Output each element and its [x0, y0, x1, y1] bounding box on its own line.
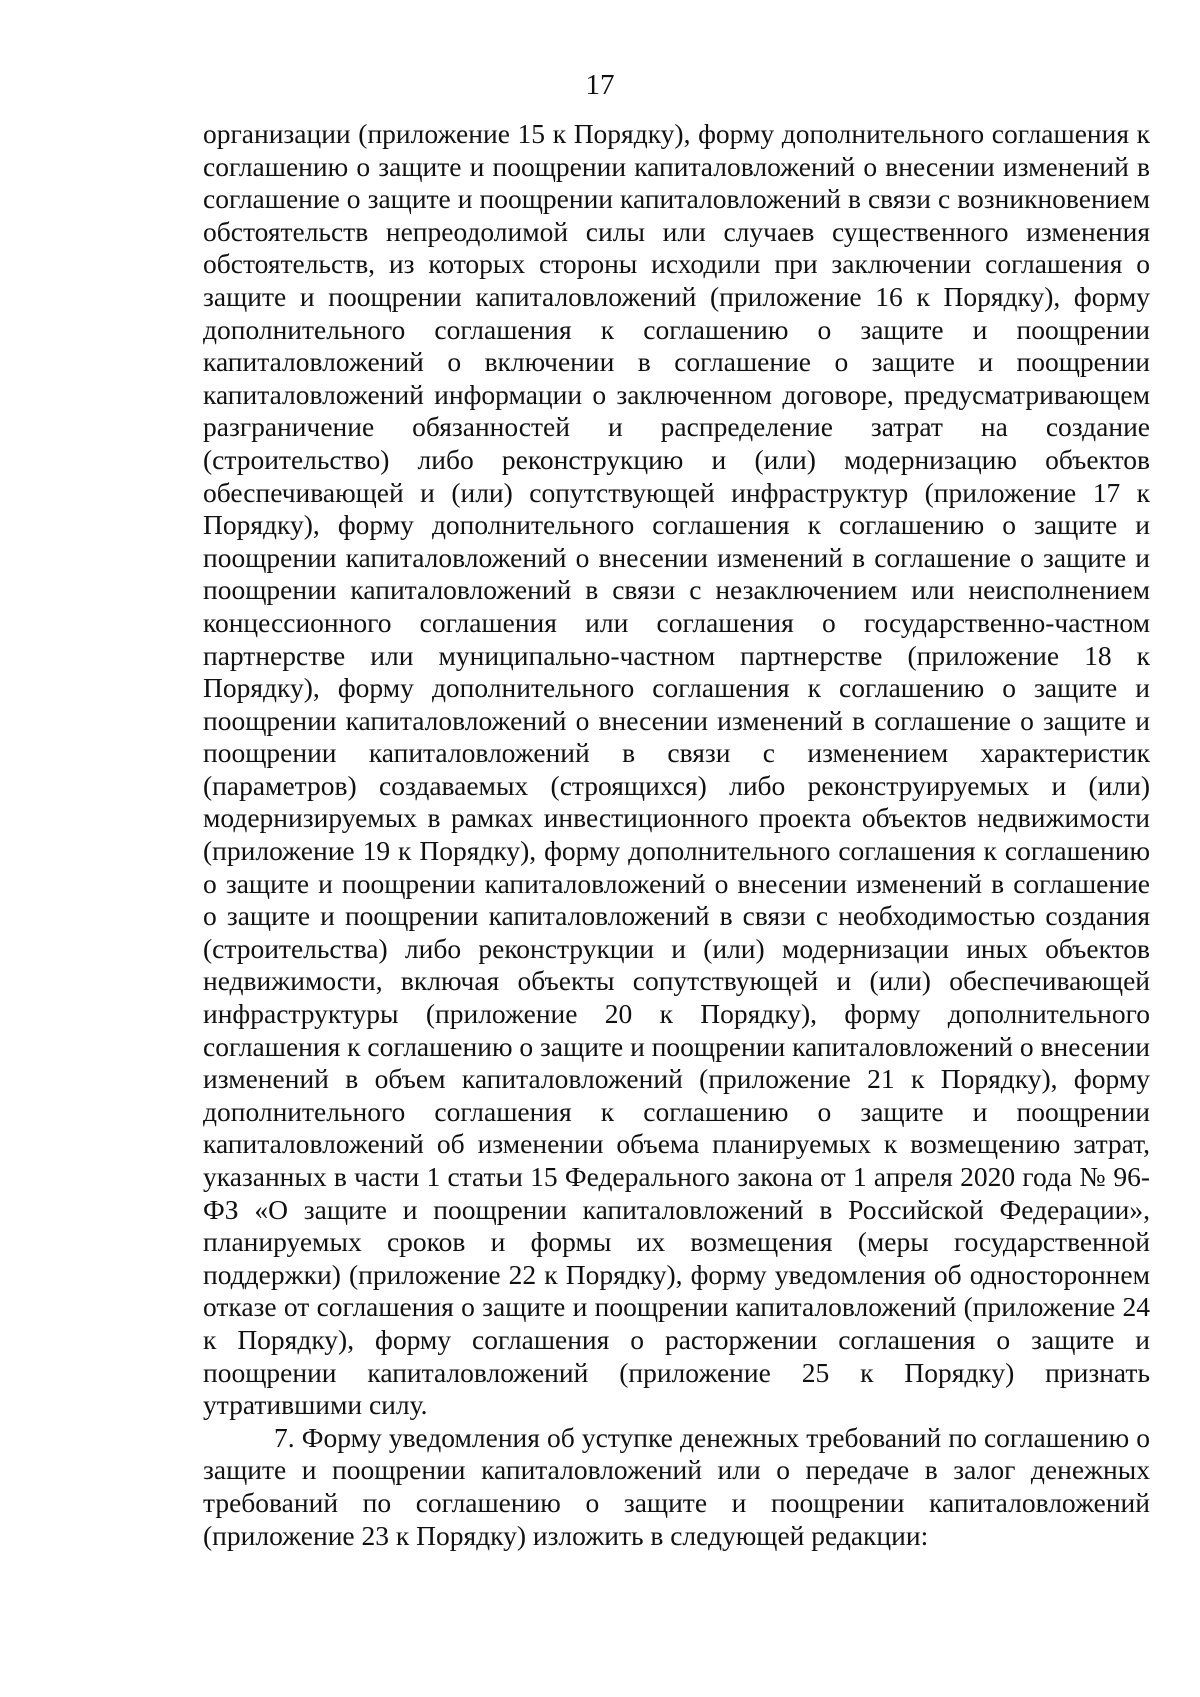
document-body [203, 118, 1150, 1552]
paragraph-annex-list: организации (приложение 15 к Порядку), форму дополнительного соглашения к соглашению о защите и поощрении капиталовложений о внесении изменений в соглашение о защите и поощрении капиталовложений в связи с возникновением обстоятельств непреодолимой силы или случаев существенного изменения обстоятельств, из которых стороны исходили при заключении соглашения о защите и поощрении капиталовложений (приложение 16 к Порядку), форму дополнительного соглашения к соглашению о защите и поощрении капиталовложений о включении в соглашение о защите и поощрении капиталовложений информации о заключенном договоре, предусматривающем разграничение обязанностей и распределение затрат на создание (строительство) либо реконструкцию и (или) модернизацию объектов обеспечивающей и (или) сопутствующей инфраструктур (приложение 17 к Порядку), форму дополнительного соглашения к соглашению о защите и поощрении капиталовложений о внесении изменений в соглашение о защите и поощрении капиталовложений в связи с незаключением или неисполнением концессионного соглашения или соглашения о государственно-частном партнерстве или муниципально-частном партнерстве (приложение 18 к Порядку), форму дополнительного соглашения к соглашению о защите и поощрении капиталовложений о внесении изменений в соглашение о защите и поощрении капиталовложений в связи с изменением характеристик (параметров) создаваемых (строящихся) либо реконструируемых и (или) модернизируемых в рамках инвестиционного проекта объектов недвижимости (приложение 19 к Порядку), форму дополнительного соглашения к соглашению о защите и поощрении капиталовложений о внесении изменений в соглашение о защите и поощрении капиталовложений в связи с необходимостью создания (строительства) либо реконструкции и (или) модернизации иных объектов недвижимости, включая объекты сопутствующей и (или) обеспечивающей инфраструктуры (приложение 20 к Порядку), форму дополнительного соглашения к соглашению о защите и поощрении капиталовложений о внесении изменений в объем капиталовложений (приложение 21 к Порядку), форму дополнительного соглашения к соглашению о защите и поощрении капиталовложений об изменении объема планируемых к возмещению затрат, указанных в части 1 статьи 15 Федерального закона от 1 апреля 2020 года № 96-ФЗ «О защите и поощрении капиталовложений в Российской Федерации», планируемых сроков и формы их возмещения (меры государственной поддержки) (приложение 22 к Порядку), форму уведомления об одностороннем отказе от соглашения о защите и поощрении капиталовложений (приложение 24 к Порядку), форму соглашения о расторжении соглашения о защите и поощрении капиталовложений (приложение 25 к Порядку) признать утратившими силу. [203, 118, 1150, 1421]
paragraph-item-7: 7. Форму уведомления об уступке денежных требований по соглашению о защите и поощрении капиталовложений или о передаче в залог денежных требований по соглашению о защите и поощрении капиталовложений (приложение 23 к Порядку) изложить в следующей редакции: [203, 1421, 1150, 1551]
page-number: 17 [585, 69, 615, 101]
